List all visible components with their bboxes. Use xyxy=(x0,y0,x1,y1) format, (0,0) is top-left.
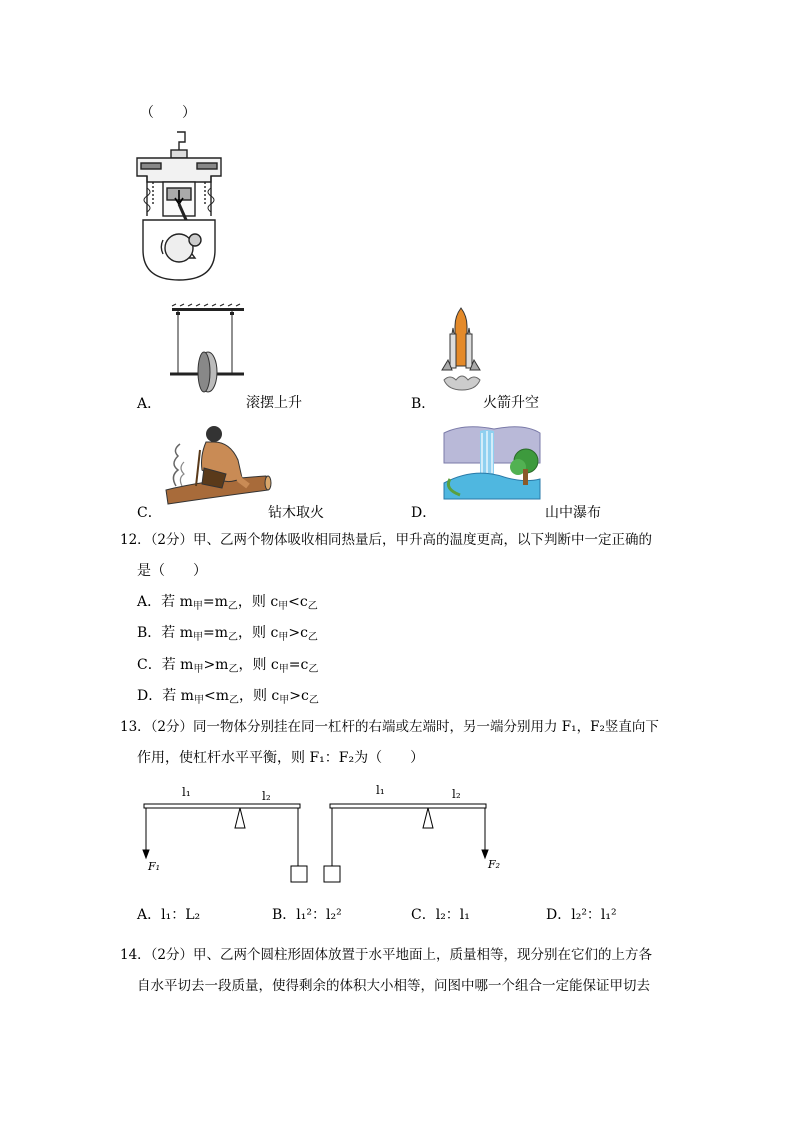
q12-option-a: A．若 $m_甲=m_乙$，则 $c_甲<c_乙$ xyxy=(137,594,318,612)
rocket-launch-image xyxy=(438,306,484,394)
drilling-wood-fire-image xyxy=(160,420,272,510)
q11-option-b-caption: 火箭升空 xyxy=(483,395,539,411)
lever2-l2-label: l₂ xyxy=(452,787,461,801)
engine-diagram xyxy=(133,130,225,285)
q13-option-b: B．l₁²：l₂² xyxy=(272,907,342,923)
q13-option-a: A．l₁：L₂ xyxy=(137,907,201,923)
lever1-l1-label: l₁ xyxy=(182,785,191,799)
q13-option-d: D．l₂²：l₁² xyxy=(546,907,617,923)
lever1-l2-label: l₂ xyxy=(262,789,271,803)
q14-stem-line2: 自水平切去一段质量，使得剩余的体积大小相等，问图中哪一个组合一定能保证甲切去 xyxy=(137,978,650,994)
q11-option-d-caption: 山中瀑布 xyxy=(545,505,601,521)
rolling-pendulum-image xyxy=(168,306,248,384)
q11-option-d-letter: D． xyxy=(411,505,437,521)
q11-option-c-caption: 钻木取火 xyxy=(268,505,324,521)
q13-option-c: C．l₂：l₁ xyxy=(411,907,470,923)
lever2-l1-label: l₁ xyxy=(376,783,385,797)
q13-stem-line2: 作用，使杠杆水平平衡，则 F₁：F₂为（ ） xyxy=(137,750,425,766)
q11-option-c-letter: C． xyxy=(137,505,162,521)
q12-stem-line2: 是（ ） xyxy=(137,563,207,579)
q12-option-d: D．若 $m_甲<m_乙$，则 $c_甲>c_乙$ xyxy=(137,688,319,706)
lever2-f2-label: F₂ xyxy=(488,858,501,871)
lever-diagram xyxy=(138,780,501,888)
q11-option-a-caption: 滚摆上升 xyxy=(246,395,302,411)
waterfall-image xyxy=(440,423,544,501)
q12-option-b: B．若 $m_甲=m_乙$，则 $c_甲>c_乙$ xyxy=(137,625,318,643)
q11-option-b-letter: B． xyxy=(411,396,436,412)
q12-option-c: C．若 $m_甲>m_乙$，则 $c_甲=c_乙$ xyxy=(137,657,319,675)
lever1-f1-label: F₁ xyxy=(148,860,161,873)
q14-stem-line1: 14．（2分）甲、乙两个圆柱形固体放置于水平地面上，质量相等，现分别在它们的上方各 xyxy=(120,947,653,963)
q12-stem-line1: 12．（2分）甲、乙两个物体吸收相同热量后，甲升高的温度更高，以下判断中一定正确的 xyxy=(120,532,653,548)
q11-answer-bracket: （ ） xyxy=(140,105,196,121)
q11-option-a-letter: A． xyxy=(137,396,162,412)
q13-stem-line1: 13．（2分）同一物体分别挂在同一杠杆的右端或左端时，另一端分别用力 F₁，F₂竖直向下 xyxy=(120,719,659,735)
